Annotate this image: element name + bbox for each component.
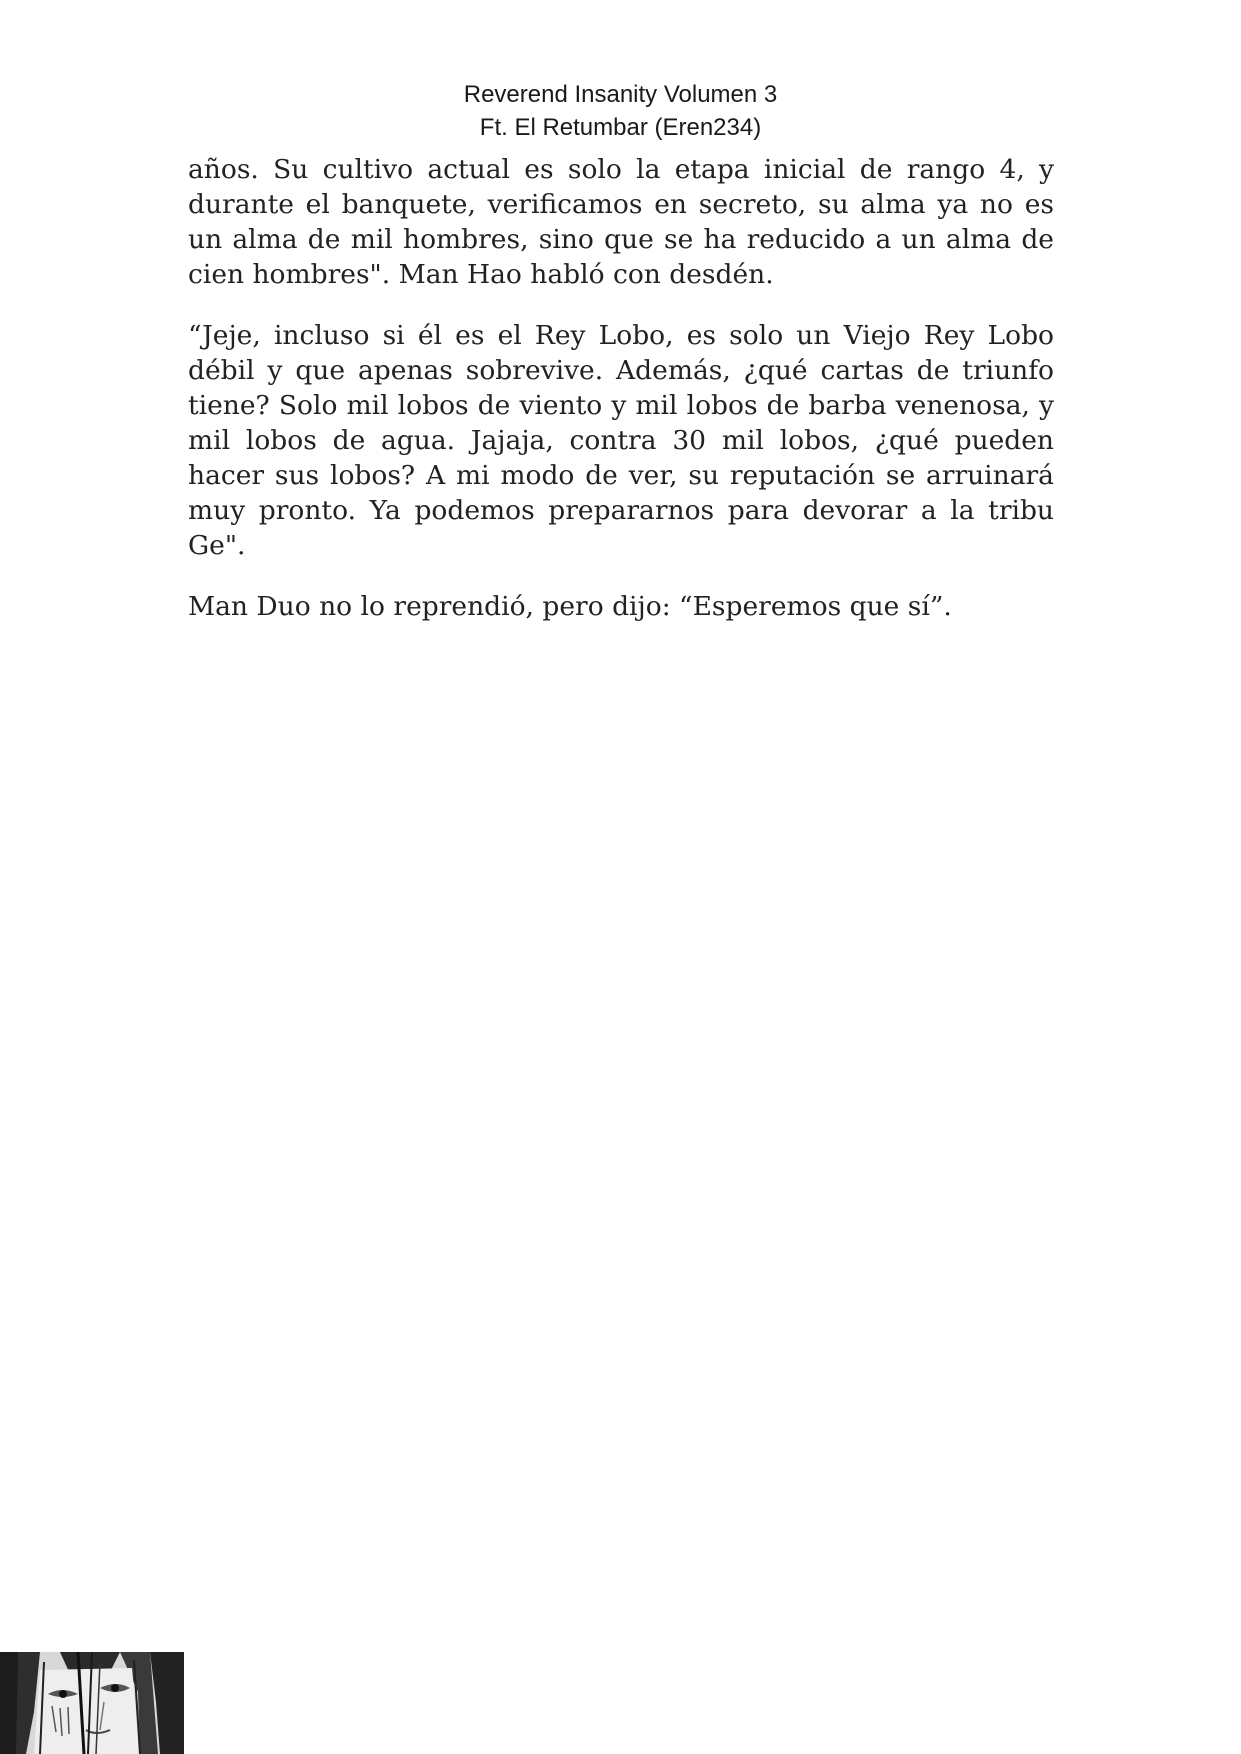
header-title: Reverend Insanity Volumen 3: [463, 81, 778, 108]
header-subtitle: Ft. El Retumbar (Eren234): [479, 114, 762, 141]
paragraph-1: años. Su cultivo actual es solo la etapa inicial de rango 4, y durante el banquete, verificamos en secreto, su alma ya no es un alma de mil hombres, sino que se ha reducido a un alma de cien hombres". Man Hao habló con desdén.: [188, 154, 1054, 290]
page-header: [0, 78, 1241, 144]
manga-face-illustration-icon: [0, 1652, 184, 1754]
body-text: [188, 152, 1054, 650]
paragraph-3: Man Duo no lo reprendió, pero dijo: “Esperemos que sí”.: [188, 591, 952, 622]
paragraph-2: “Jeje, incluso si él es el Rey Lobo, es solo un Viejo Rey Lobo débil y que apenas sobrevive. Además, ¿qué cartas de triunfo tiene? Solo mil lobos de viento y mil lobos de barba venenosa, y mil lobos de agua. Jajaja, contra 30 mil lobos, ¿qué pueden hacer sus lobos? A mi modo de ver, su reputación se arruinará muy pronto. Ya podemos prepararnos para devorar a la tribu Ge".: [188, 320, 1054, 561]
